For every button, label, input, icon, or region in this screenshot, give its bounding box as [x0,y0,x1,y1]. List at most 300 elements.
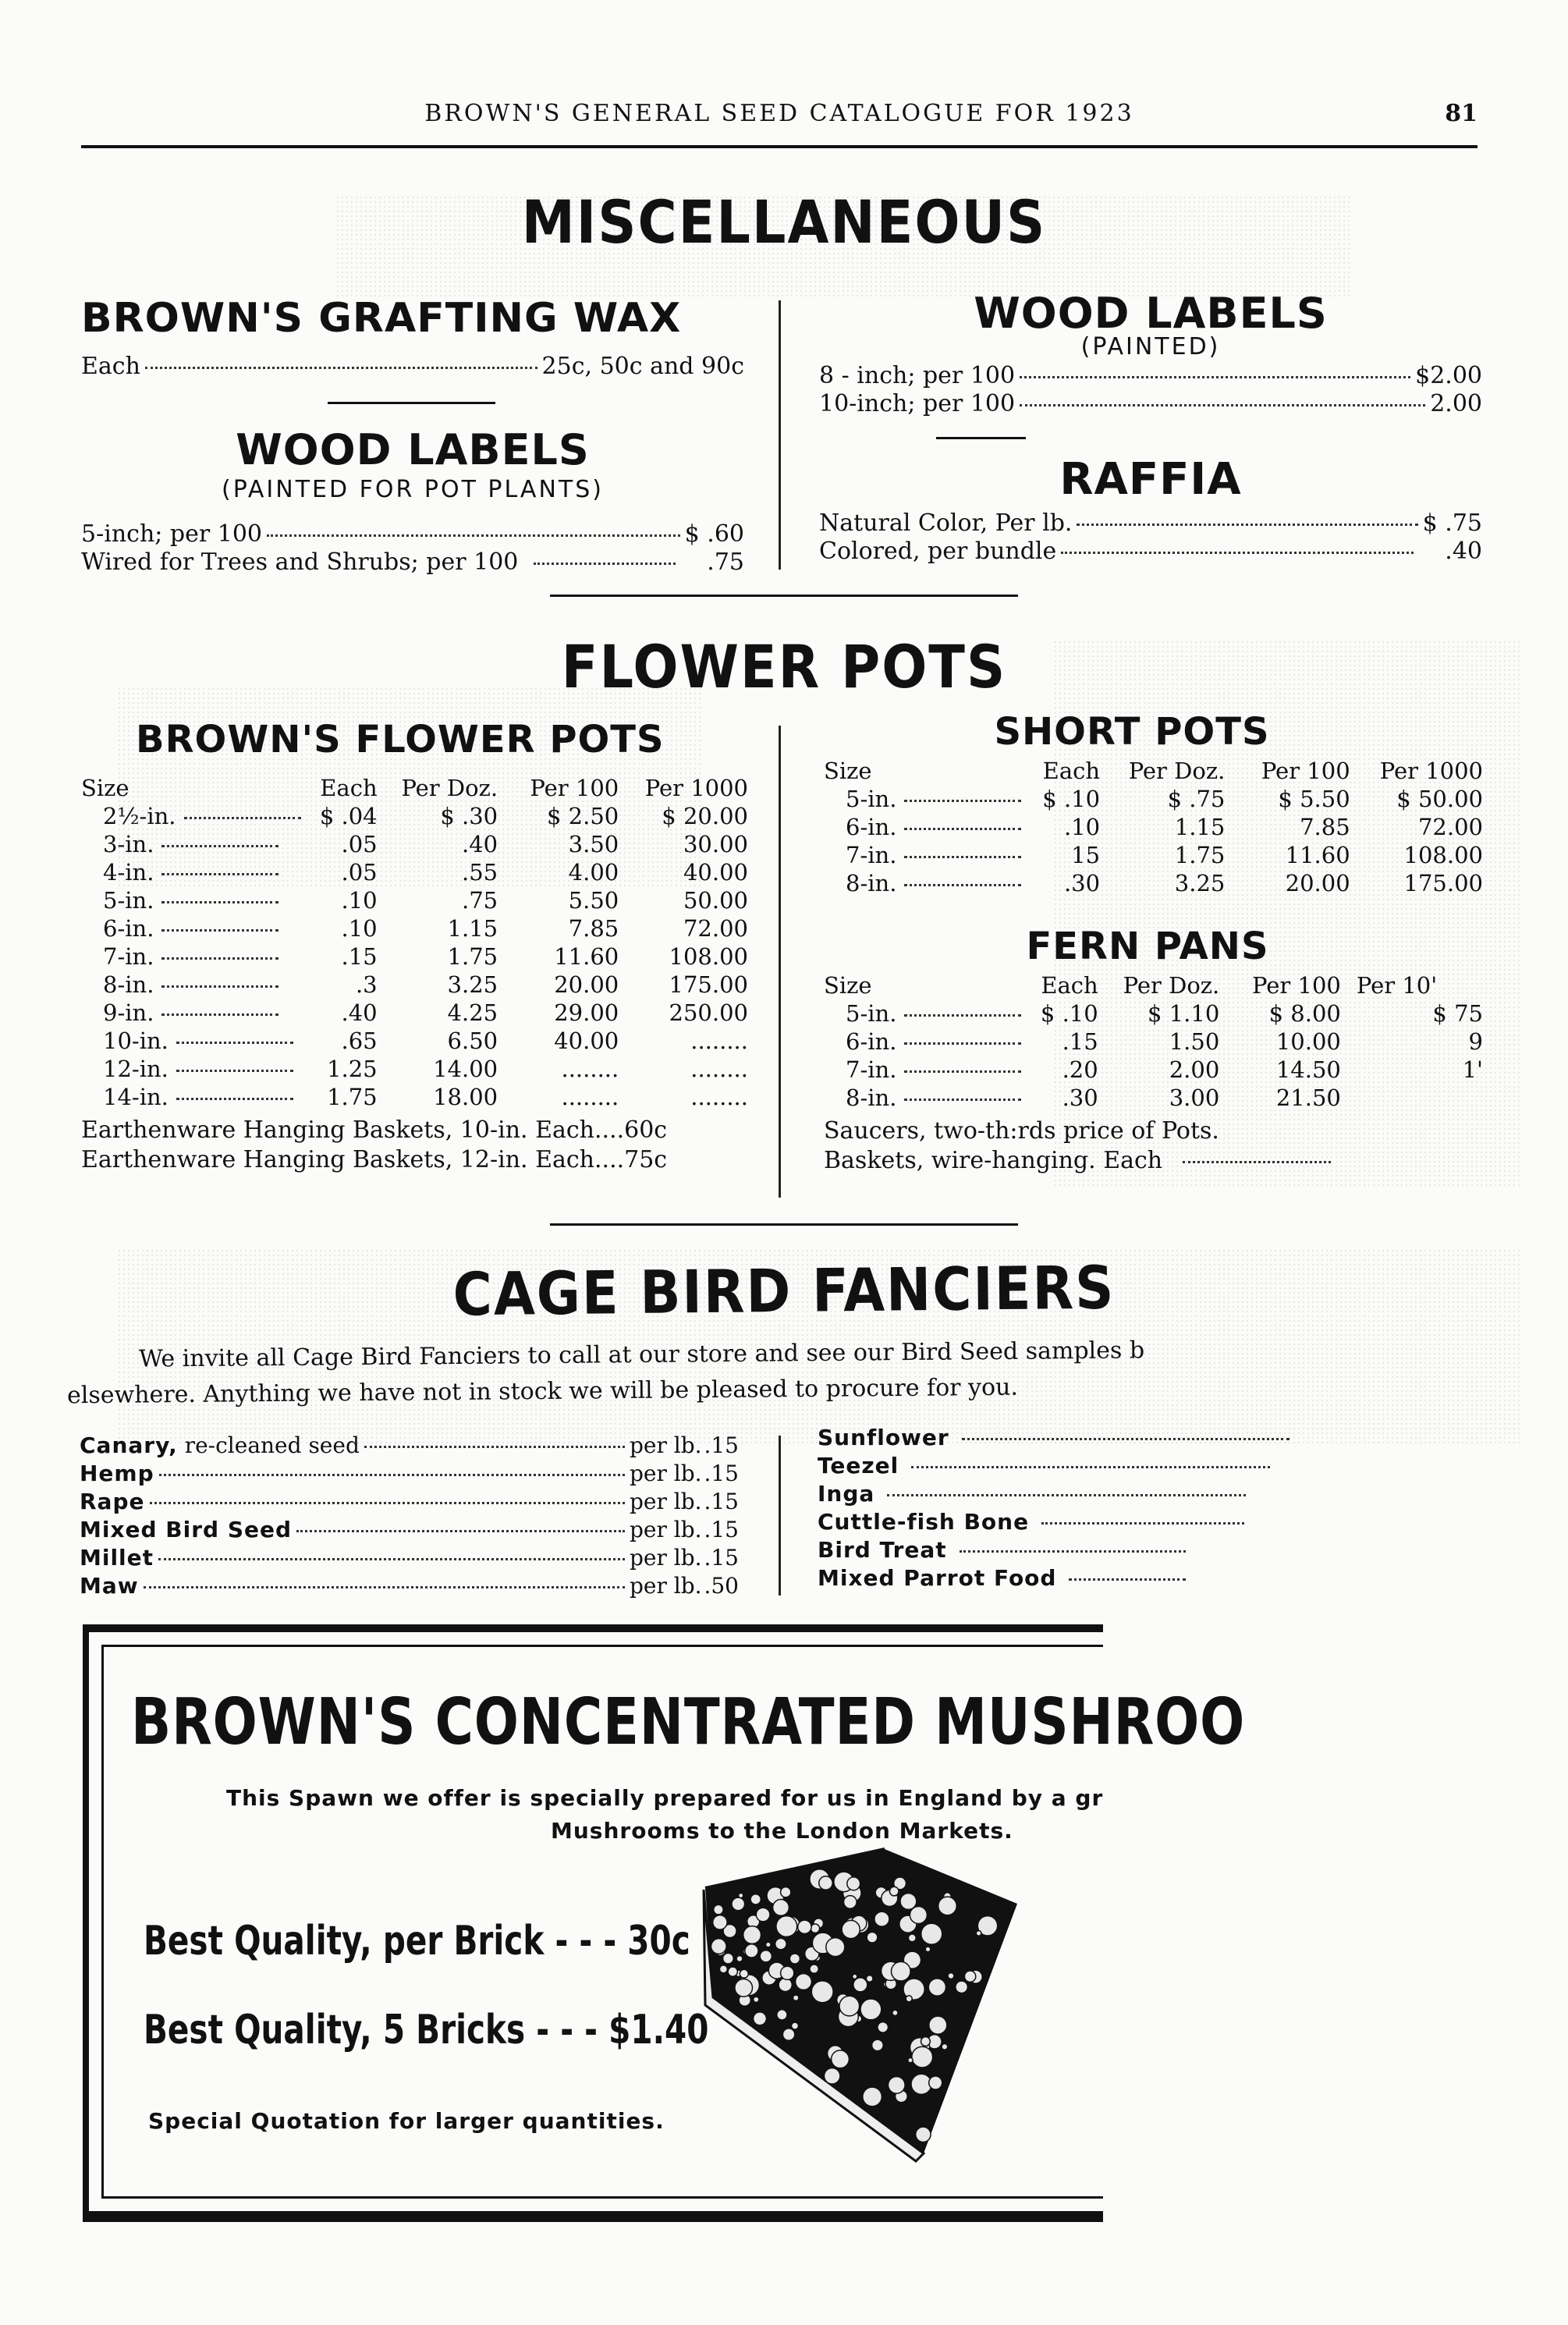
bird-supply-item [818,1424,1286,1452]
size-label: 5-in. [103,887,154,914]
item-unit: per lb. [630,1489,702,1514]
advert-intro: Mushrooms to the London Markets. [551,1818,1013,1844]
cell-per-1000: 40.00 [683,859,748,886]
grafting-wax-title: BROWN'S GRAFTING WAX [81,295,682,342]
item-name: Sunflower [818,1425,949,1450]
item-name-wrap [80,1460,154,1488]
mushroom-spot [776,1916,797,1937]
cell-per-doz: 1.15 [1174,814,1226,840]
mushroom-brick-illustration [690,1841,1126,2169]
bird-seed-item [80,1572,739,1600]
leader-dots [159,1474,625,1476]
item-label: Colored, per bundle [819,538,1057,565]
price-line [819,362,1482,390]
size-label: 3-in. [103,831,154,857]
mushroom-spot [929,2016,947,2034]
mushroom-spot [844,1896,857,1909]
leader-dots [161,985,278,988]
table-row [81,858,748,886]
cell-per-1000: $ 50.00 [1396,786,1483,812]
cell-per-doz: 14.00 [433,1056,498,1082]
mushroom-spot [928,1979,945,1996]
item-name: Bird Treat [818,1537,947,1563]
cell-per-100: 20.00 [554,971,619,998]
cell-per-doz: .55 [461,859,498,886]
item-price: .15 [704,1517,739,1542]
item-price: .50 [704,1573,739,1599]
item-name-wrap [80,1572,139,1600]
mushroom-spot [825,2068,840,2084]
size-label: 7-in. [103,943,154,970]
cell-per-doz: 3.25 [1174,870,1226,896]
column-header-per-100: Per 100 [1252,972,1341,999]
table-header-row [81,774,748,802]
section-divider [550,1223,1018,1226]
cell-each: .05 [341,859,378,886]
divider-rule [328,402,495,404]
item-name: Mixed Bird Seed [80,1517,293,1542]
item-label: Natural Color, Per lb. [819,509,1073,537]
mushroom-spot [811,1981,833,2003]
cell-size [81,802,301,830]
section-title-cage-bird-fanciers: CAGE BIRD FANCIERS [452,1252,1116,1329]
cell-per-doz: 1.15 [447,915,498,942]
wood-labels-title: WOOD LABELS [974,289,1328,338]
item-name: Inga [818,1481,875,1507]
item-name-wrap [80,1432,360,1460]
item-label: 8 - inch; per 100 [819,362,1016,389]
cell-per-1000: $ 75 [1432,1000,1483,1027]
mushroom-spot [908,1934,916,1942]
size-label: 10-in. [103,1028,169,1054]
size-label: 4-in. [103,859,154,886]
cell-size [81,999,301,1027]
size-label: 7-in. [846,1056,897,1083]
cell-each: 1.75 [327,1084,378,1110]
cell-size [81,1083,301,1111]
cell-per-doz: 3.00 [1169,1084,1220,1111]
raffia-section [819,454,1482,566]
mushroom-spot [740,1969,748,1978]
mushroom-spot [781,1887,791,1897]
mushroom-spot [796,1974,812,1990]
leader-dots [145,367,537,369]
cell-per-doz: 6.50 [447,1028,498,1054]
mushroom-spot [743,1926,761,1944]
bird-supply-item [818,1452,1286,1480]
leader-dots [161,873,278,875]
cell-per-1000: 30.00 [683,831,748,857]
mushroom-spot [754,2012,767,2025]
leader-dots [150,1502,626,1504]
cell-per-1000: 175.00 [1403,870,1483,896]
leader-dots [904,884,1021,886]
mushroom-spot [942,2044,948,2050]
item-name: Millet [80,1545,154,1571]
mushroom-spot [754,1997,759,2002]
item-price: $ .75 [1422,509,1482,537]
leader-dots [962,1438,1290,1440]
cell-each: .30 [1062,1084,1098,1111]
cell-per-100: 7.85 [1300,814,1350,840]
column-header-per-1000: Per 1000 [644,775,748,801]
mushroom-spot [938,1897,957,1915]
wire-baskets-label: Baskets, wire-hanging. Each [824,1147,1163,1174]
item-price: .40 [1445,538,1482,565]
mushroom-spot [719,1965,727,1973]
mushroom-spot [766,1942,772,1947]
mushroom-spot [912,2046,933,2068]
leader-dots [1020,404,1425,406]
leader-dots [1061,552,1414,554]
cell-per-100: 40.00 [554,1028,619,1054]
cell-size [824,841,1022,869]
leader-dots [904,856,1021,858]
mushroom-spot [739,1893,743,1897]
column-divider [779,300,781,570]
mushroom-spot [929,2076,942,2089]
mushroom-spot [756,1908,770,1922]
price-line [81,548,744,577]
mushroom-spot [798,1920,811,1933]
section-divider [550,595,1018,597]
column-header-per-100: Per 100 [530,775,619,801]
short-pots-title: SHORT POTS [994,710,1270,754]
cell-size [824,999,1021,1028]
cell-per-doz: 4.25 [447,999,498,1026]
leader-dots [184,817,301,819]
leader-dots [158,1558,625,1560]
cell-per-100: 14.50 [1275,1056,1341,1083]
cell-per-1000: $ 20.00 [662,803,748,829]
size-label: 6-in. [846,1028,897,1055]
cell-per-doz: .40 [461,831,498,857]
cage-bird-intro: elsewhere. Anything we have not in stock we will be pleased to procure for you. [66,1373,1019,1410]
leader-dots [534,563,676,565]
mushroom-spot [736,1956,743,1962]
wood-labels-painted-section [819,289,1482,418]
browns-flower-pots-table [81,774,748,1111]
mushroom-spot [892,2010,898,2015]
item-label: 10-inch; per 100 [819,390,1016,417]
cell-per-100: 20.00 [1285,870,1350,896]
item-price: .15 [704,1489,739,1514]
bird-seed-item [80,1516,739,1544]
mushroom-spot [826,1938,845,1957]
item-label: 5-inch; per 100 [81,520,263,548]
wood-labels-pot-section [81,425,744,577]
mushroom-spot [872,2039,884,2051]
item-desc: re-cleaned seed [177,1432,360,1458]
cell-per-100: ........ [561,1084,619,1110]
cell-each: $ .04 [319,803,378,829]
mushroom-spot [745,1944,758,1958]
mushroom-spot [777,2010,787,2020]
section-title-miscellaneous: MISCELLANEOUS [521,187,1047,257]
grafting-wax-section [81,295,744,381]
bird-supply-item [818,1564,1286,1592]
mushroom-spot [866,1975,873,1982]
mushroom-spot [956,1981,968,1993]
size-label: 14-in. [103,1084,169,1110]
item-name: Rape [80,1489,145,1514]
column-header-size: Size [824,972,872,999]
mushroom-spot [964,1971,975,1982]
cell-per-100: 29.00 [554,999,619,1026]
advert-title: BROWN'S CONCENTRATED MUSHROO [131,1685,1246,1759]
mushroom-spot [713,1915,727,1929]
table-row [81,830,748,858]
table-row [824,999,1483,1028]
size-label: 8-in. [846,870,897,896]
table-row [81,942,748,971]
item-name-wrap [80,1516,292,1544]
table-header-row [824,757,1483,785]
cell-size [824,1028,1021,1056]
mushroom-spawn-advert [83,1624,1246,2222]
cell-per-1000 [1341,1084,1483,1112]
cell-per-100: 11.60 [554,943,619,970]
item-price: $ .60 [684,520,744,548]
cell-per-1000: 108.00 [669,943,748,970]
cell-each: .3 [355,971,378,998]
table-header-row [824,971,1483,999]
mushroom-spot [714,1904,723,1914]
table-row [81,999,748,1027]
size-label: 5-in. [846,1000,897,1027]
mushroom-spot [782,2029,794,2040]
mushroom-spot [878,2022,889,2033]
short-pots-table [824,757,1483,897]
cell-size [824,813,1022,841]
item-price: $2.00 [1415,362,1482,389]
mushroom-spot [723,1953,734,1964]
cell-per-100: 7.85 [568,915,619,942]
column-header-per-doz: Per Doz. [1128,758,1226,784]
item-unit: per lb. [630,1517,702,1542]
advert-intro: This Spawn we offer is specially prepared for us in England by a gr [226,1785,1104,1811]
cell-per-1000: ........ [690,1084,748,1110]
cell-per-1000: 72.00 [683,915,748,942]
price-line [819,390,1482,418]
cell-per-doz: 1.75 [1174,842,1226,868]
cell-per-100: 21.50 [1275,1084,1341,1111]
cell-size [81,886,301,914]
column-header-each: Each [1041,972,1098,999]
mushroom-spot [842,1920,860,1938]
cell-per-100: $ 5.50 [1278,786,1350,812]
leader-dots [887,1494,1246,1496]
cell-per-100: $ 8.00 [1268,1000,1341,1027]
item-label: Each [81,353,140,380]
cell-each: .30 [1063,870,1101,896]
mushroom-spot [910,1907,927,1924]
cell-each: $ .10 [1042,786,1101,812]
item-price: .75 [707,548,744,576]
fern-pans-table [824,971,1483,1112]
short-pots-rows [824,785,1483,897]
item-name: Mixed Parrot Food [818,1565,1057,1591]
cell-per-100: 10.00 [1275,1028,1341,1055]
item-label: Wired for Trees and Shrubs; per 100 [81,548,519,576]
leader-dots [161,929,278,932]
mushroom-spot [789,1954,800,1964]
table-row [81,971,748,999]
bird-supplies-list [818,1424,1286,1592]
column-header-size: Size [81,775,129,801]
cell-per-1000: 9 [1468,1028,1483,1055]
fern-pans-title: FERN PANS [1026,925,1269,968]
mushroom-spot [889,2077,906,2094]
cell-size [824,785,1022,813]
leader-dots [904,828,1021,830]
cell-size [81,1027,301,1055]
item-unit: per lb. [630,1545,702,1571]
mushroom-spot [847,1877,860,1890]
cell-each: .10 [341,915,378,942]
catalogue-title: BROWN'S GENERAL SEED CATALOGUE FOR 1923 [424,100,1134,127]
cell-each: .05 [341,831,378,857]
hanging-basket-note: Earthenware Hanging Baskets, 10-in. Each....60c [81,1116,668,1144]
column-header-size: Size [824,758,872,784]
bird-seed-item [80,1544,739,1572]
item-name-wrap [80,1544,154,1572]
bird-seed-item [80,1488,739,1516]
divider-rule [936,437,1026,439]
column-header-each: Each [320,775,378,801]
column-header-each: Each [1042,758,1101,784]
cell-size [81,858,301,886]
browns-flower-pots-rows [81,802,748,1111]
bird-supply-item [818,1536,1286,1564]
price-line [81,353,744,381]
cell-per-1000: 250.00 [669,999,748,1026]
size-label: 8-in. [103,971,154,998]
mushroom-spot [792,2022,799,2029]
fern-pans-rows [824,999,1483,1112]
item-name: Cuttle-fish Bone [818,1509,1030,1535]
size-label: 8-in. [846,1084,897,1111]
cell-each: .20 [1062,1056,1098,1083]
cell-per-doz: $ 1.10 [1148,1000,1220,1027]
cell-each: $ .10 [1040,1000,1098,1027]
mushroom-spot [728,1967,737,1976]
column-header-per-doz: Per Doz. [401,775,498,801]
size-label: 2½-in. [103,803,176,829]
mushroom-spot [760,1951,772,1962]
mushroom-spot [750,1894,761,1904]
cell-per-1000: 108.00 [1403,842,1483,868]
item-name: Canary, [80,1432,178,1458]
cell-per-1000: ........ [690,1028,748,1054]
cell-per-doz: 18.00 [433,1084,498,1110]
leader-dots [904,800,1021,802]
wire-baskets-note [824,1146,1487,1176]
short-pots-section [824,710,1487,897]
table-row [824,869,1483,897]
mushroom-spot [906,1996,912,2002]
cell-size [81,914,301,942]
cell-each: 1.25 [327,1056,378,1082]
saucers-note: Saucers, two-th:rds price of Pots. [824,1117,1219,1145]
table-row [81,1083,748,1111]
mushroom-spot [773,1900,789,1916]
item-unit: per lb. [630,1461,702,1486]
price-line [819,509,1482,538]
leader-dots [1041,1522,1244,1525]
cell-each: .10 [341,887,378,914]
leader-dots [960,1550,1186,1553]
item-name: Hemp [80,1461,154,1486]
table-row [81,1027,748,1055]
cell-per-1000: 1' [1462,1056,1483,1083]
table-row [824,1056,1483,1084]
section-title-flower-pots: FLOWER POTS [561,632,1007,701]
mushroom-spot [892,1961,911,1981]
wood-labels-subtitle: (PAINTED FOR POT PLANTS) [222,476,604,503]
column-divider [779,1436,781,1596]
mushroom-spot [908,2058,913,2063]
table-row [824,1084,1483,1112]
leader-dots [1077,524,1417,526]
price-line [819,538,1482,566]
cell-each: .40 [341,999,378,1026]
fern-pans-section [824,925,1487,1176]
cell-size [824,1056,1021,1084]
item-name-wrap [80,1488,145,1516]
mushroom-spot [779,1978,792,1991]
cell-size [824,1084,1021,1112]
mushroom-spot [976,1931,981,1936]
size-label: 6-in. [846,814,897,840]
cell-per-100: 3.50 [568,831,619,857]
mushroom-spot [921,2037,931,2046]
cell-per-100: ........ [561,1056,619,1082]
cage-bird-intro: We invite all Cage Bird Fanciers to call at our store and see our Bird Seed samples b [138,1336,1145,1373]
leader-dots [176,1070,293,1072]
mushroom-spot [832,2050,850,2068]
mushroom-spot [839,1996,860,2016]
mushroom-spot [819,1876,832,1890]
cell-each: .10 [1063,814,1101,840]
mushroom-spot [711,1939,727,1954]
price-per-brick: Best Quality, per Brick - - - 30c [144,1918,690,1965]
mushroom-spot [732,1897,745,1911]
item-unit: per lb. [630,1432,702,1458]
leader-dots [904,1099,1021,1101]
item-name: Maw [80,1573,139,1599]
mushroom-spot [889,1887,899,1896]
page-number: 81 [1445,100,1478,127]
mushroom-spot [811,1924,819,1933]
leader-dots [161,957,278,960]
leader-dots [364,1446,625,1448]
table-row [81,802,748,830]
mushroom-spot [921,1923,942,1944]
item-unit: per lb. [630,1573,702,1599]
item-price: 25c, 50c and 90c [541,353,744,380]
cell-per-doz: $ .75 [1167,786,1226,812]
price-line [81,520,744,548]
cell-size [81,1055,301,1083]
table-row [824,785,1483,813]
size-label: 7-in. [846,842,897,868]
leader-dots [161,845,278,847]
column-divider [779,726,781,1198]
leader-dots [904,1042,1021,1045]
bird-supply-item [818,1508,1286,1536]
item-price: .15 [704,1461,739,1486]
